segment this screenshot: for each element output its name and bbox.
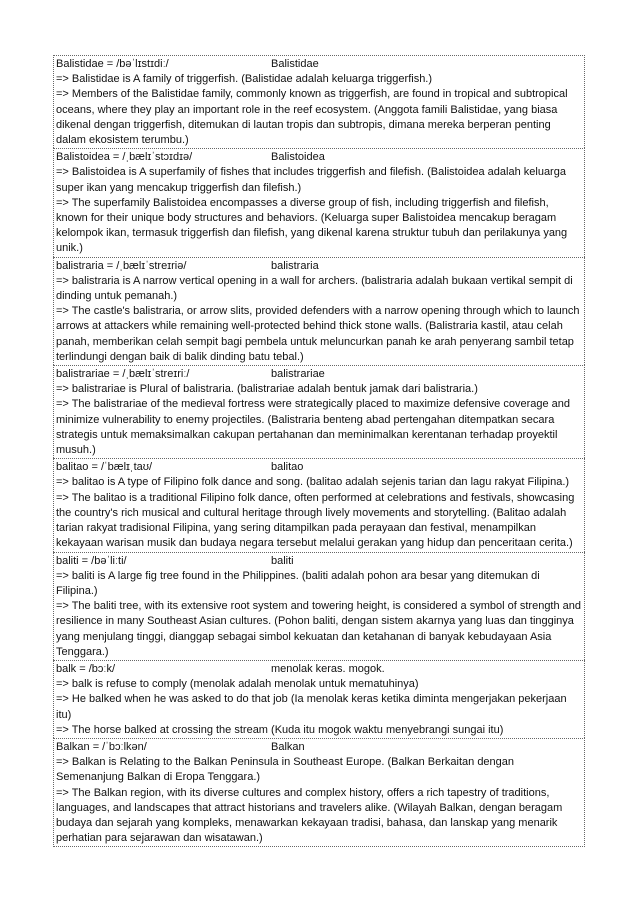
dictionary-entry	[53, 55, 585, 148]
dictionary-entry	[53, 660, 585, 738]
dictionary-entry	[53, 257, 585, 365]
headword-translation: Balistidae	[271, 58, 319, 70]
headword-pronunciation: Balkan = /ˈbɔːlkən/	[56, 740, 147, 753]
entry-header	[56, 150, 582, 165]
example-line: => The balitao is a traditional Filipino folk dance, often performed at celebrations and festivals, showcasing the country's rich musical and cultural heritage through lively movements and storytelling. (Balitao adalah tarian rakyat tradisional Filipina, yang sering ditampilkan pada perayaan dan festival, menampilkan kekayaan warisan musik dan budaya negara tersebut melalui gerakan yang hidup dan penceritaan cerita.)	[56, 491, 575, 550]
entry-header	[56, 554, 582, 569]
dictionary-entry	[53, 458, 585, 551]
definition-line: => balitao is A type of Filipino folk dance and song. (balitao adalah sejenis tarian dan lagu rakyat Filipina.)	[56, 476, 570, 489]
example-line: => Members of the Balistidae family, commonly known as triggerfish, are found in tropical and subtropical oceans, where they play an important role in the reef ecosystem. (Anggota famili Balistidae, yang biasa dikenal dengan triggerfish, ditemukan di lautan tropis dan subtropis, dimana mereka berperan penting dalam ekosistem terumbu.)	[56, 88, 568, 147]
entry-header	[56, 740, 582, 755]
example-line: => He balked when he was asked to do that job (Ia menolak keras ketika diminta mengerjakan pekerjaan itu)	[56, 693, 567, 721]
example-line: => The Balkan region, with its diverse cultures and complex history, offers a rich tapestry of traditions, languages, and landscapes that attract historians and travelers alike. (Wilayah Balkan, dengan beragam budaya dan sejarah yang kompleks, menawarkan kekayaan tradisi, bahasa, dan lanskap yang menarik perhatian para sejarawan dan wisatawan.)	[56, 786, 563, 845]
headword-pronunciation: Balistoidea = /ˌbælɪˈstɔɪdɪə/	[56, 151, 193, 164]
definition-line: => Balkan is Relating to the Balkan Peninsula in Southeast Europe. (Balkan Berkaitan dengan Semenanjung Balkan di Eropa Tenggara.)	[56, 756, 515, 784]
dictionary-entry	[53, 148, 585, 256]
example-line: => The horse balked at crossing the stream (Kuda itu mogok waktu menyebrangi sungai itu)	[56, 723, 504, 736]
headword-translation: baliti	[271, 554, 294, 567]
entry-header	[56, 460, 582, 475]
headword-translation: balitao	[271, 461, 304, 474]
headword-translation: menolak keras. mogok.	[271, 662, 385, 675]
headword-pronunciation: balk = /bɔːk/	[56, 662, 116, 675]
definition-line: => Balistidae is A family of triggerfish. (Balistidae adalah keluarga triggerfish.)	[56, 73, 433, 86]
headword-pronunciation: Balistidae = /bəˈlɪstɪdiː/	[56, 58, 169, 70]
dictionary-entry	[53, 552, 585, 660]
entry-header	[56, 57, 582, 72]
definition-line: => baliti is A large fig tree found in the Philippines. (baliti adalah pohon ara besar yang ditemukan di Filipina.)	[56, 569, 540, 597]
definition-line: => balistraria is A narrow vertical opening in a wall for archers. (balistraria adalah bukaan vertikal sempit di dinding untuk pemanah.)	[56, 274, 573, 303]
entry-header	[56, 662, 582, 677]
headword-translation: balistraria	[271, 259, 319, 272]
dictionary-entry	[53, 365, 585, 458]
headword-translation: balistrariae	[271, 368, 325, 381]
example-line: => The baliti tree, with its extensive root system and towering height, is considered a symbol of strength and resilience in many Southeast Asian cultures. (Pohon baliti, dengan sistem akarnya yang luas dan tingginya yang menjulang tinggi, dianggap sebagai simbol kekuatan dan ketahanan di banyak kebudayaan Asia Tenggara.)	[56, 600, 582, 658]
definition-line: => balistrariae is Plural of balistraria. (balistrariae adalah bentuk jamak dari balistraria.)	[56, 383, 478, 396]
headword-pronunciation: baliti = /bəˈliːti/	[56, 554, 127, 567]
headword-translation: Balistoidea	[271, 151, 325, 164]
headword-translation: Balkan	[271, 740, 305, 753]
example-line: => The balistrariae of the medieval fortress were strategically placed to maximize defensive coverage and minimize vulnerability to enemy projectiles. (Balistraria benteng abad pertengahan ditempatkan secara strategis untuk memaksimalkan cakupan pertahanan dan meminimalkan kerentanan terhadap proyektil musuh.)	[56, 398, 571, 457]
entry-header	[56, 259, 582, 274]
headword-pronunciation: balistrariae = /ˌbælɪˈstreɪriː/	[56, 368, 190, 381]
headword-pronunciation: balistraria = /ˌbælɪˈstreɪriə/	[56, 259, 187, 272]
dictionary-page	[53, 55, 585, 847]
dictionary-entry	[53, 738, 585, 847]
headword-pronunciation: balitao = /ˈbælɪˌtaʊ/	[56, 461, 153, 474]
example-line: => The castle's balistraria, or arrow slits, provided defenders with a narrow opening through which to launch arrows at attackers while remaining well-protected behind thick stone walls. (Balistraria kastil, atau celah panah, memberikan celah sempit bagi pembela untuk meluncurkan panah ke arah penyerang sambil tetap terlindungi dengan baik di balik dinding batu tebal.)	[56, 305, 580, 363]
definition-line: => Balistoidea is A superfamily of fishes that includes triggerfish and filefish. (Balistoidea adalah keluarga super ikan yang mencakup triggerfish dan filefish.)	[56, 166, 566, 194]
definition-line: => balk is refuse to comply (menolak adalah menolak untuk mematuhinya)	[56, 678, 419, 691]
entry-header	[56, 367, 582, 382]
example-line: => The superfamily Balistoidea encompasses a diverse group of fish, including triggerfish and filefish, known for their unique body structures and behaviors. (Keluarga super Balistoidea mencakup beragam kelompok ikan, termasuk triggerfish dan filefish, yang dikenal karena struktur tubuh dan perilakunya yang unik.)	[56, 196, 568, 255]
